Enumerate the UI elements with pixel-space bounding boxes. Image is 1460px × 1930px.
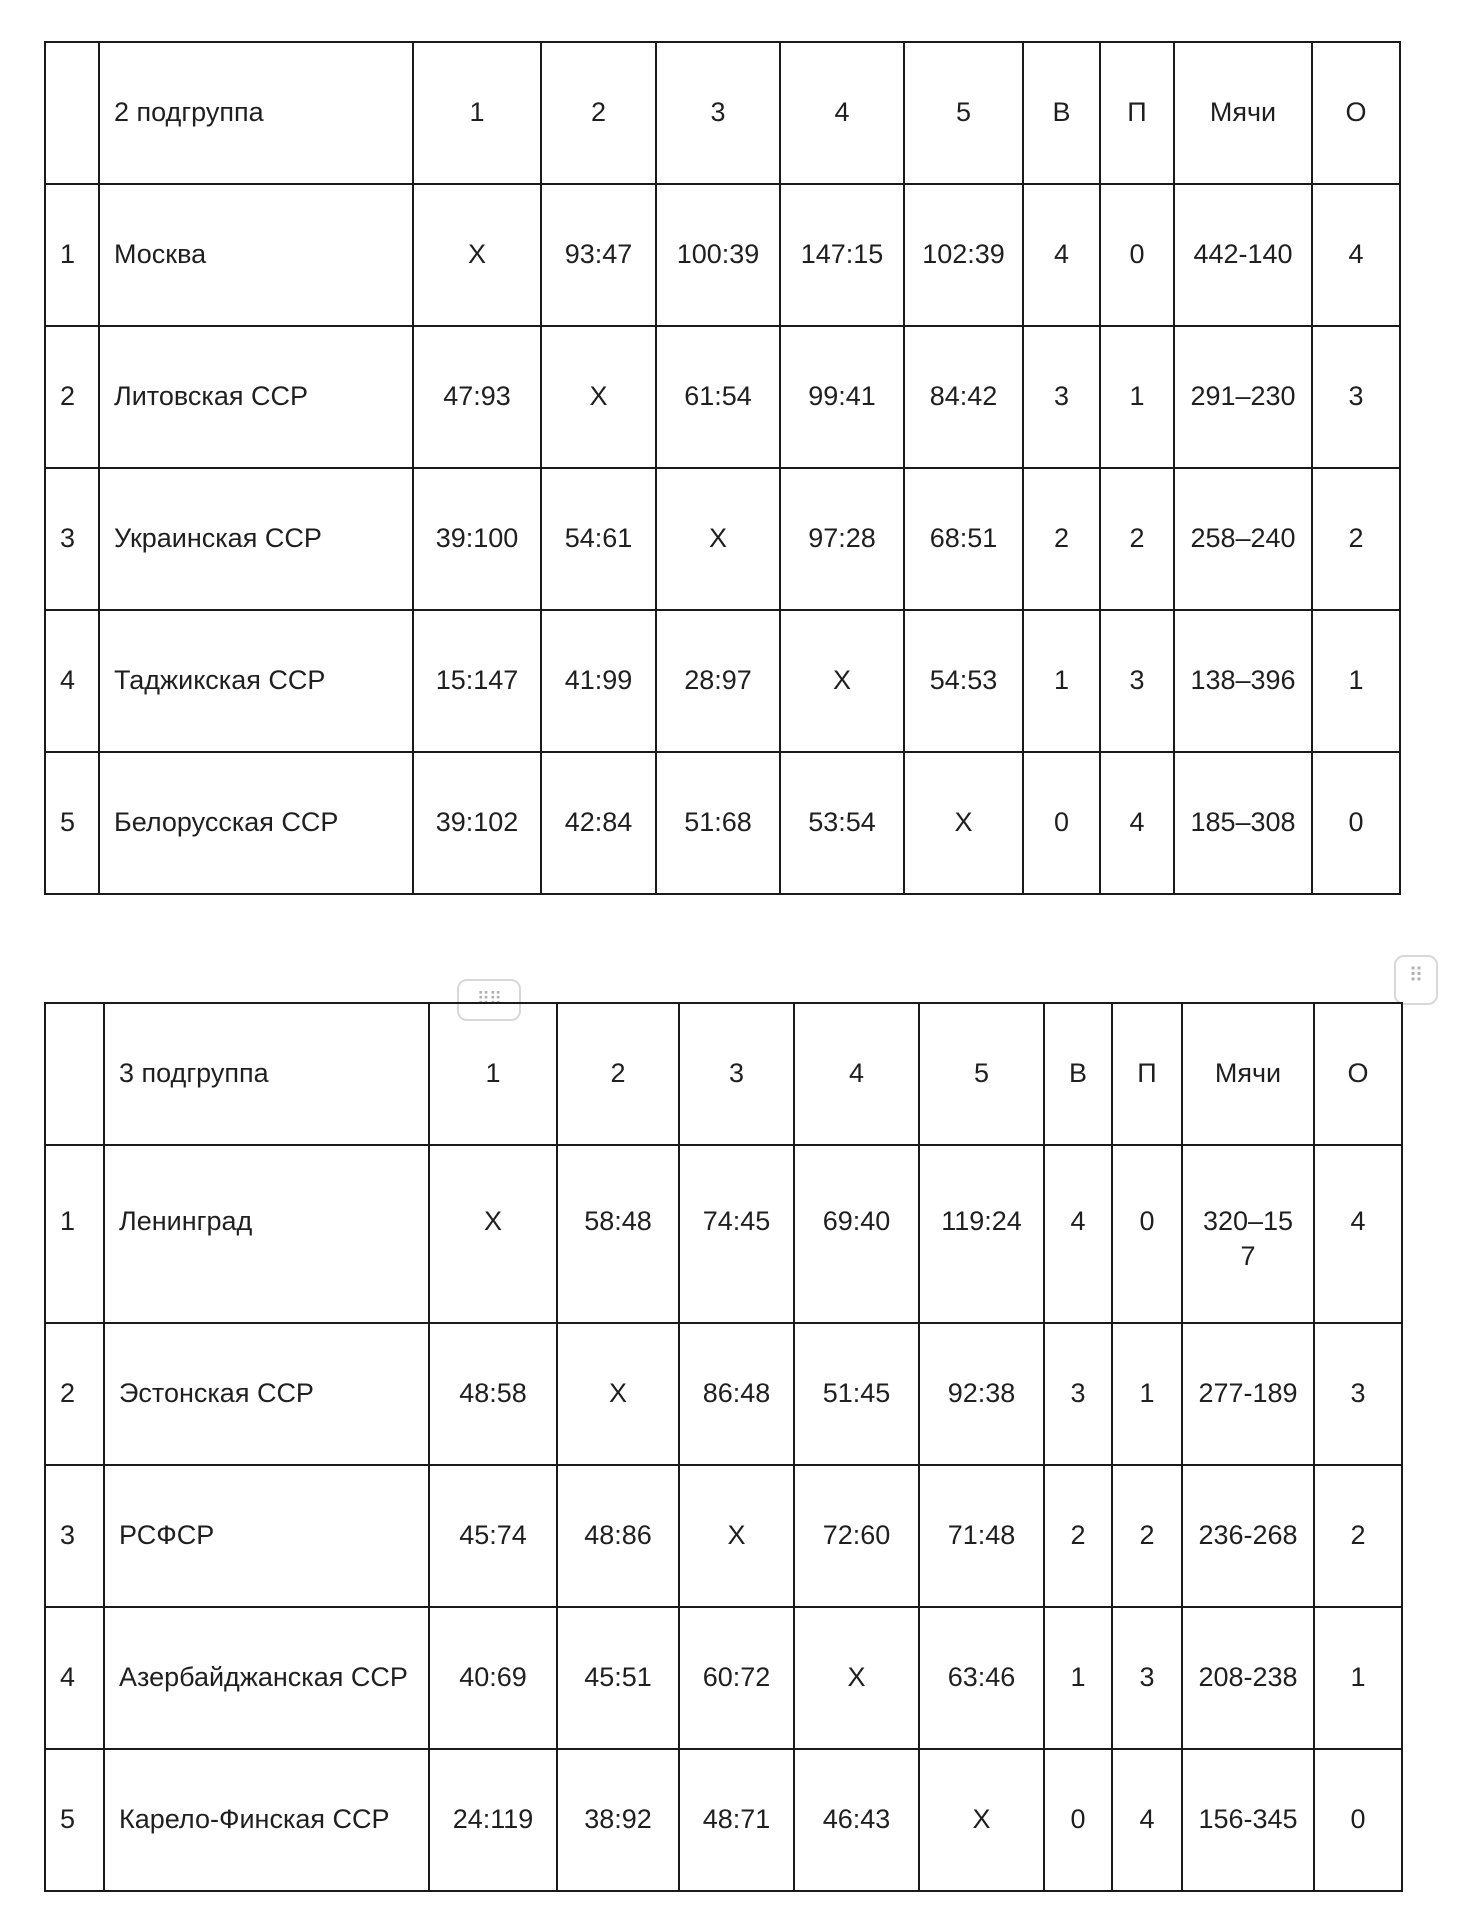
team-name-cell[interactable]: Литовская ССР: [99, 326, 413, 468]
table-cell[interactable]: 2: [1312, 468, 1400, 610]
table-cell[interactable]: 2: [45, 326, 99, 468]
table-cell[interactable]: 138–396: [1174, 610, 1312, 752]
table-cell[interactable]: 2: [1044, 1465, 1112, 1607]
table-cell[interactable]: X: [541, 326, 656, 468]
table-cell[interactable]: 28:97: [656, 610, 780, 752]
header-cell[interactable]: 1: [429, 1003, 557, 1145]
table-row: [45, 752, 1400, 894]
table-cell[interactable]: 442-140: [1174, 184, 1312, 326]
table-cell[interactable]: 4: [1112, 1749, 1182, 1891]
table-row: [45, 610, 1400, 752]
table-cell[interactable]: 53:54: [780, 752, 904, 894]
table-cell[interactable]: 147:15: [780, 184, 904, 326]
table-cell[interactable]: 0: [1044, 1749, 1112, 1891]
table-cell[interactable]: X: [429, 1145, 557, 1323]
table-cell[interactable]: 4: [45, 610, 99, 752]
table-cell[interactable]: 1: [1112, 1323, 1182, 1465]
table-cell[interactable]: X: [656, 468, 780, 610]
subgroup-title[interactable]: 3 подгруппа: [104, 1003, 429, 1145]
table-row: [45, 1749, 1402, 1891]
table-cell[interactable]: 185–308: [1174, 752, 1312, 894]
table-cell[interactable]: 48:86: [557, 1465, 679, 1607]
table-cell[interactable]: 0: [1100, 184, 1174, 326]
team-name-cell[interactable]: Украинская ССР: [99, 468, 413, 610]
table-cell[interactable]: X: [679, 1465, 794, 1607]
table-cell[interactable]: 236-268: [1182, 1465, 1314, 1607]
table-cell[interactable]: 2: [1314, 1465, 1402, 1607]
table-cell[interactable]: 2: [45, 1323, 104, 1465]
header-cell-points-scored[interactable]: Мячи: [1174, 42, 1312, 184]
table-cell[interactable]: 46:43: [794, 1749, 919, 1891]
table-cell[interactable]: 99:41: [780, 326, 904, 468]
table-cell[interactable]: 45:74: [429, 1465, 557, 1607]
header-cell[interactable]: 5: [904, 42, 1023, 184]
table-cell[interactable]: 119:24: [919, 1145, 1044, 1323]
table-cell[interactable]: 3: [1044, 1323, 1112, 1465]
table-cell[interactable]: 58:48: [557, 1145, 679, 1323]
table-cell[interactable]: 1: [1100, 326, 1174, 468]
table-cell[interactable]: 51:45: [794, 1323, 919, 1465]
header-cell[interactable]: 4: [794, 1003, 919, 1145]
table-cell[interactable]: 258–240: [1174, 468, 1312, 610]
table-cell[interactable]: 1: [1023, 610, 1100, 752]
table-cell[interactable]: 2: [1023, 468, 1100, 610]
table-cell[interactable]: 3: [1112, 1607, 1182, 1749]
table-cell[interactable]: 100:39: [656, 184, 780, 326]
table-header-row: [45, 42, 1400, 184]
table-cell[interactable]: 3: [1100, 610, 1174, 752]
table-drag-handle-icon[interactable]: ⠿: [1394, 955, 1438, 1005]
header-cell-losses[interactable]: П: [1112, 1003, 1182, 1145]
table-cell[interactable]: 1: [1044, 1607, 1112, 1749]
header-cell-points-scored[interactable]: Мячи: [1182, 1003, 1314, 1145]
table-cell[interactable]: 5: [45, 1749, 104, 1891]
table-cell[interactable]: 3: [45, 468, 99, 610]
table-cell[interactable]: 3: [1023, 326, 1100, 468]
header-cell[interactable]: 3: [679, 1003, 794, 1145]
table-row: [45, 468, 1400, 610]
table-row: [45, 1465, 1402, 1607]
table-cell[interactable]: 156-345: [1182, 1749, 1314, 1891]
table-cell[interactable]: 68:51: [904, 468, 1023, 610]
table-cell[interactable]: 15:147: [413, 610, 541, 752]
table-cell[interactable]: 48:71: [679, 1749, 794, 1891]
table-cell[interactable]: 208-238: [1182, 1607, 1314, 1749]
standings-table-subgroup-3: [44, 1002, 1403, 1892]
header-cell-standing-points[interactable]: О: [1312, 42, 1400, 184]
table-cell[interactable]: 4: [1044, 1145, 1112, 1323]
table-cell[interactable]: 4: [45, 1607, 104, 1749]
table-cell[interactable]: 2: [1100, 468, 1174, 610]
header-cell[interactable]: 4: [780, 42, 904, 184]
table-cell[interactable]: X: [794, 1607, 919, 1749]
header-cell[interactable]: 1: [413, 42, 541, 184]
table-cell[interactable]: 92:38: [919, 1323, 1044, 1465]
header-cell-wins[interactable]: В: [1023, 42, 1100, 184]
table-row: [45, 1323, 1402, 1465]
table-cell[interactable]: 39:100: [413, 468, 541, 610]
table-cell[interactable]: 1: [1312, 610, 1400, 752]
table-row: [45, 1607, 1402, 1749]
table-cell[interactable]: 4: [1314, 1145, 1402, 1323]
table-cell[interactable]: 39:102: [413, 752, 541, 894]
table-cell[interactable]: 4: [1100, 752, 1174, 894]
team-name-cell[interactable]: Белорусская ССР: [99, 752, 413, 894]
table-cell[interactable]: 72:60: [794, 1465, 919, 1607]
header-cell-wins[interactable]: В: [1044, 1003, 1112, 1145]
table-cell[interactable]: 97:28: [780, 468, 904, 610]
table-row: [45, 326, 1400, 468]
table-cell[interactable]: 86:48: [679, 1323, 794, 1465]
table-cell[interactable]: X: [557, 1323, 679, 1465]
table-cell[interactable]: 48:58: [429, 1323, 557, 1465]
table-cell[interactable]: 47:93: [413, 326, 541, 468]
team-name-cell[interactable]: Эстонская ССР: [104, 1323, 429, 1465]
table-cell[interactable]: 40:69: [429, 1607, 557, 1749]
header-cell-standing-points[interactable]: О: [1314, 1003, 1402, 1145]
table-cell[interactable]: 63:46: [919, 1607, 1044, 1749]
table-header-row: [45, 1003, 1402, 1145]
table-cell[interactable]: X: [919, 1749, 1044, 1891]
team-name-cell[interactable]: Ленинград: [104, 1145, 429, 1323]
table-cell[interactable]: 320–157: [1182, 1145, 1314, 1323]
table-cell[interactable]: 1: [45, 1145, 104, 1323]
team-name-cell[interactable]: Москва: [99, 184, 413, 326]
table-cell[interactable]: X: [780, 610, 904, 752]
table-cell[interactable]: 1: [1314, 1607, 1402, 1749]
team-name-cell[interactable]: Карело-Финская ССР: [104, 1749, 429, 1891]
table-cell[interactable]: 84:42: [904, 326, 1023, 468]
table-cell[interactable]: 71:48: [919, 1465, 1044, 1607]
table-cell[interactable]: 38:92: [557, 1749, 679, 1891]
table-cell[interactable]: 0: [1112, 1145, 1182, 1323]
table-cell[interactable]: X: [904, 752, 1023, 894]
header-cell-losses[interactable]: П: [1100, 42, 1174, 184]
table-cell[interactable]: X: [413, 184, 541, 326]
table-cell[interactable]: 102:39: [904, 184, 1023, 326]
table-cell[interactable]: 54:61: [541, 468, 656, 610]
header-cell[interactable]: 2: [541, 42, 656, 184]
standings-table-subgroup-2: [44, 41, 1401, 895]
table-cell[interactable]: 41:99: [541, 610, 656, 752]
header-cell[interactable]: [45, 42, 99, 184]
header-cell[interactable]: 2: [557, 1003, 679, 1145]
table-row: [45, 1145, 1402, 1323]
table-cell[interactable]: 24:119: [429, 1749, 557, 1891]
table-cell[interactable]: 3: [1314, 1323, 1402, 1465]
table-cell[interactable]: 69:40: [794, 1145, 919, 1323]
table-cell[interactable]: 60:72: [679, 1607, 794, 1749]
table-cell[interactable]: 277-189: [1182, 1323, 1314, 1465]
table-cell[interactable]: 291–230: [1174, 326, 1312, 468]
table-cell[interactable]: 3: [1312, 326, 1400, 468]
table-cell[interactable]: 42:84: [541, 752, 656, 894]
table-cell[interactable]: 93:47: [541, 184, 656, 326]
table-cell[interactable]: 2: [1112, 1465, 1182, 1607]
subgroup-title[interactable]: 2 подгруппа: [99, 42, 413, 184]
team-name-cell[interactable]: РСФСР: [104, 1465, 429, 1607]
table-cell[interactable]: 51:68: [656, 752, 780, 894]
table-cell[interactable]: 4: [1023, 184, 1100, 326]
table-cell[interactable]: 3: [45, 1465, 104, 1607]
table-cell[interactable]: 61:54: [656, 326, 780, 468]
table-cell[interactable]: 0: [1023, 752, 1100, 894]
header-cell[interactable]: [45, 1003, 104, 1145]
column-drag-handle-icon[interactable]: ⠿⠿: [457, 979, 521, 1021]
table-cell[interactable]: 0: [1312, 752, 1400, 894]
table-cell[interactable]: 0: [1314, 1749, 1402, 1891]
table-cell[interactable]: 74:45: [679, 1145, 794, 1323]
team-name-cell[interactable]: Таджикская ССР: [99, 610, 413, 752]
header-cell[interactable]: 5: [919, 1003, 1044, 1145]
table-cell[interactable]: 4: [1312, 184, 1400, 326]
table-cell[interactable]: 54:53: [904, 610, 1023, 752]
team-name-cell[interactable]: Азербайджанская ССР: [104, 1607, 429, 1749]
table-cell[interactable]: 1: [45, 184, 99, 326]
table-row: [45, 184, 1400, 326]
header-cell[interactable]: 3: [656, 42, 780, 184]
table-cell[interactable]: 45:51: [557, 1607, 679, 1749]
table-cell[interactable]: 5: [45, 752, 99, 894]
